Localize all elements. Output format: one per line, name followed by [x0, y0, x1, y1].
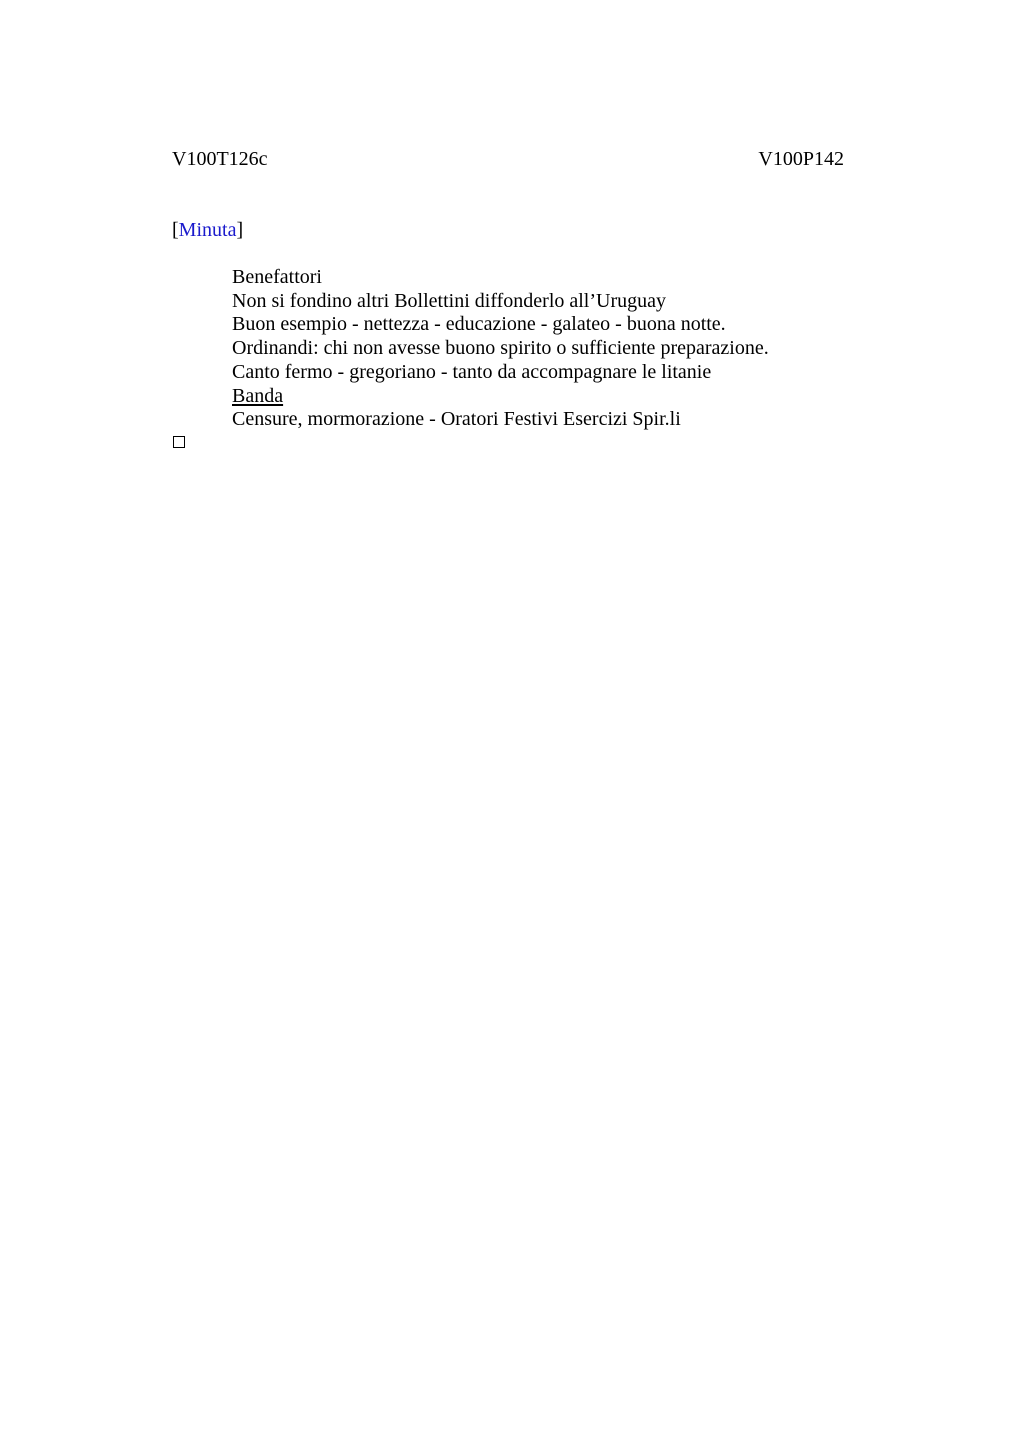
note-line-underlined: Banda: [232, 384, 284, 407]
empty-square-icon: [173, 436, 185, 448]
note-line: Non si fondino altri Bollettini diffonderlo all’Uruguay: [232, 289, 667, 312]
document-type: [172, 218, 243, 242]
note-line: Buon esempio - nettezza - educazione - galateo - buona notte.: [232, 313, 726, 336]
note-lines: [232, 266, 769, 432]
document-code: V100T126c: [172, 148, 268, 170]
page-code: V100P142: [758, 148, 844, 170]
note-line: Canto fermo - gregoriano - tanto da accompagnare le litanie: [232, 360, 712, 383]
open-bracket: [: [172, 219, 179, 241]
note-line: Ordinandi: chi non avesse buono spirito o sufficiente preparazione.: [232, 337, 769, 360]
note-line: Censure, mormorazione - Oratori Festivi Esercizi Spir.li: [232, 408, 681, 431]
document-type-link[interactable]: Minuta: [178, 219, 237, 241]
close-bracket: ]: [236, 219, 244, 241]
note-line: Benefattori: [232, 266, 322, 288]
